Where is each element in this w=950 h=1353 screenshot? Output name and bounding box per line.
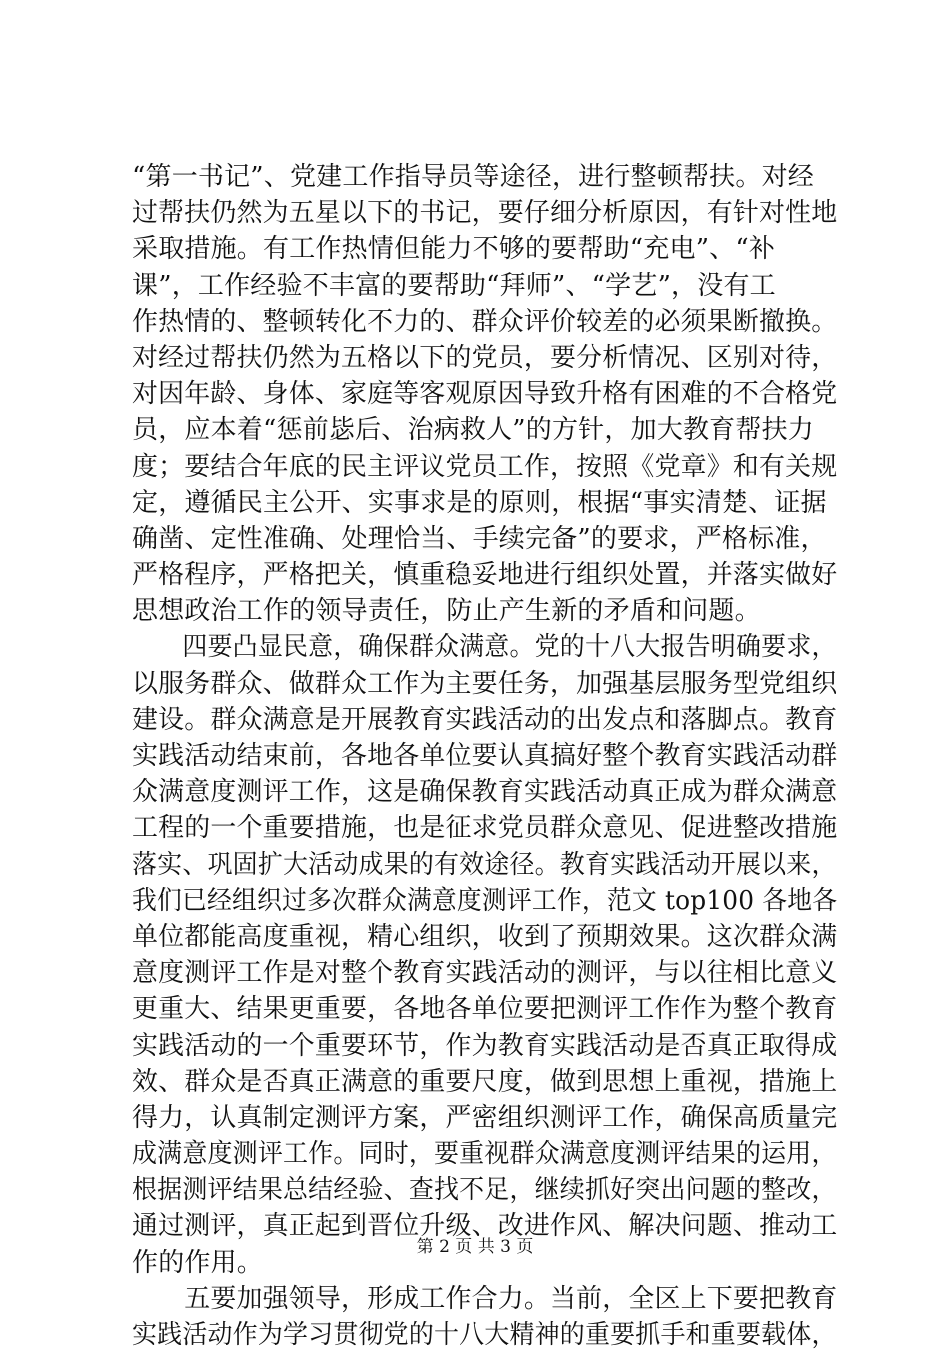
text-line: 效、群众是否真正满意的重要尺度，做到思想上重视，措施上 <box>132 1066 838 1097</box>
text-line: 过帮扶仍然为五星以下的书记，要仔细分析原因，有针对性地 <box>132 198 838 229</box>
text-line: 思想政治工作的领导责任，防止产生新的矛盾和问题。 <box>132 596 761 627</box>
text-line: 成满意度测评工作。同时，要重视群众满意度测评结果的运用， <box>132 1139 837 1170</box>
text-line: 得力，认真制定测评方案，严密组织测评工作，确保高质量完 <box>132 1102 838 1133</box>
text-line: 工程的一个重要措施，也是征求党员群众意见、促进整改措施 <box>132 813 838 844</box>
text-line: 确凿、定性准确、处理恰当、手续完备”的要求，严格标准， <box>132 523 827 554</box>
text-line: 我们已经组织过多次群众满意度测评工作，范文 top100 各地各 <box>132 885 838 916</box>
text-line: 作热情的、整顿转化不力的、群众评价较差的必须果断撤换。 <box>132 306 838 337</box>
text-line: 四要凸显民意，确保群众满意。党的十八大报告明确要求， <box>132 632 837 663</box>
text-line: 定，遵循民主公开、实事求是的原则，根据“事实清楚、证据 <box>132 487 827 518</box>
body-text <box>132 159 837 1353</box>
text-line: 单位都能高度重视，精心组织，收到了预期效果。这次群众满 <box>132 921 838 952</box>
text-line: 实践活动结束前，各地各单位要认真搞好整个教育实践活动群 <box>132 741 838 771</box>
text-line: 落实、巩固扩大活动成果的有效途径。教育实践活动开展以来， <box>132 849 837 880</box>
text-line: 课”，工作经验不丰富的要帮助“拜师”、“学艺”，没有工 <box>132 270 776 301</box>
page-footer: 第 2 页 共 3 页 <box>416 1237 534 1257</box>
text-line: 对经过帮扶仍然为五格以下的党员，要分析情况、区别对待， <box>132 342 838 373</box>
text-line: “第一书记”、党建工作指导员等途径，进行整顿帮扶。对经 <box>132 162 814 192</box>
text-line: 通过测评，真正起到晋位升级、改进作风、解决问题、推动工 <box>132 1211 838 1242</box>
text-line: 实践活动的一个重要环节，作为教育实践活动是否真正取得成 <box>132 1030 838 1061</box>
text-line: 严格程序，严格把关，慎重稳妥地进行组织处置，并落实做好 <box>132 560 838 591</box>
text-line: 作的作用。 <box>132 1247 264 1278</box>
text-line: 五要加强领导，形成工作合力。当前，全区上下要把教育 <box>132 1283 838 1314</box>
text-line: 建设。群众满意是开展教育实践活动的出发点和落脚点。教育 <box>132 704 838 735</box>
text-line: 度；要结合年底的民主评议党员工作，按照《党章》和有关规 <box>132 451 838 482</box>
text-line: 员，应本着“惩前毖后、治病救人”的方针，加大教育帮扶力 <box>132 415 814 446</box>
text-line: 众满意度测评工作，这是确保教育实践活动真正成为群众满意 <box>132 777 838 808</box>
text-line: 意度测评工作是对整个教育实践活动的测评，与以往相比意义 <box>132 958 838 989</box>
text-line: 实践活动作为学习贯彻党的十八大精神的重要抓手和重要载体， <box>132 1320 837 1350</box>
text-line: 采取措施。有工作热情但能力不够的要帮助“充电”、“补 <box>132 234 776 265</box>
text-line: 对因年龄、身体、家庭等客观原因导致升格有困难的不合格党 <box>132 379 838 410</box>
text-line: 根据测评结果总结经验、查找不足，继续抓好突出问题的整改， <box>132 1175 837 1206</box>
text-line: 更重大、结果更重要，各地各单位要把测评工作作为整个教育 <box>132 994 838 1025</box>
text-line: 以服务群众、做群众工作为主要任务，加强基层服务型党组织 <box>132 668 838 699</box>
